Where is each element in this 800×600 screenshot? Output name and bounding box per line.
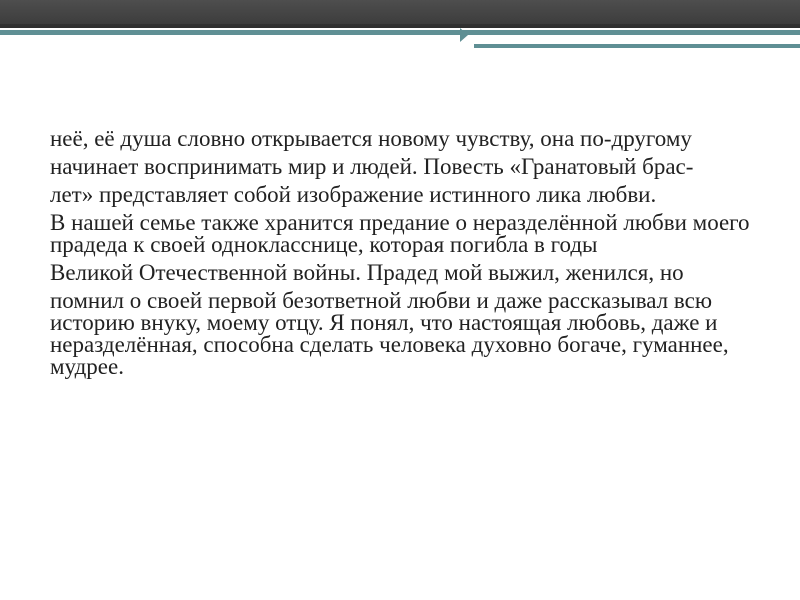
text-paragraph: помнил о своей первой безответной любви и даже рассказывал всю историю внуку, моему отцу. Я понял, что настоящая любовь, даже и неразделённая, способна сделать человека духовно богаче, гуманнее, мудрее. xyxy=(50,288,729,379)
text-paragraph: В нашей семье также хранится предание о неразделённой любви моего прадеда к своей однокласснице, которая погибла в годы xyxy=(50,210,750,257)
text-paragraph: начинает воспринимать мир и людей. Повесть «Гранатовый брас- xyxy=(50,154,694,179)
accent-stripe xyxy=(0,30,800,35)
accent-stripe-secondary xyxy=(474,44,800,48)
text-paragraph: Великой Отечественной войны. Прадед мой выжил, женился, но xyxy=(50,260,684,285)
header-shadow xyxy=(0,24,800,28)
slide-text-body xyxy=(50,128,770,384)
text-paragraph: неё, её душа словно открывается новому чувству, она по-другому xyxy=(50,126,692,151)
text-paragraph: лет» представляет собой изображение истинного лика любви. xyxy=(50,182,657,207)
arrow-icon xyxy=(460,28,468,42)
